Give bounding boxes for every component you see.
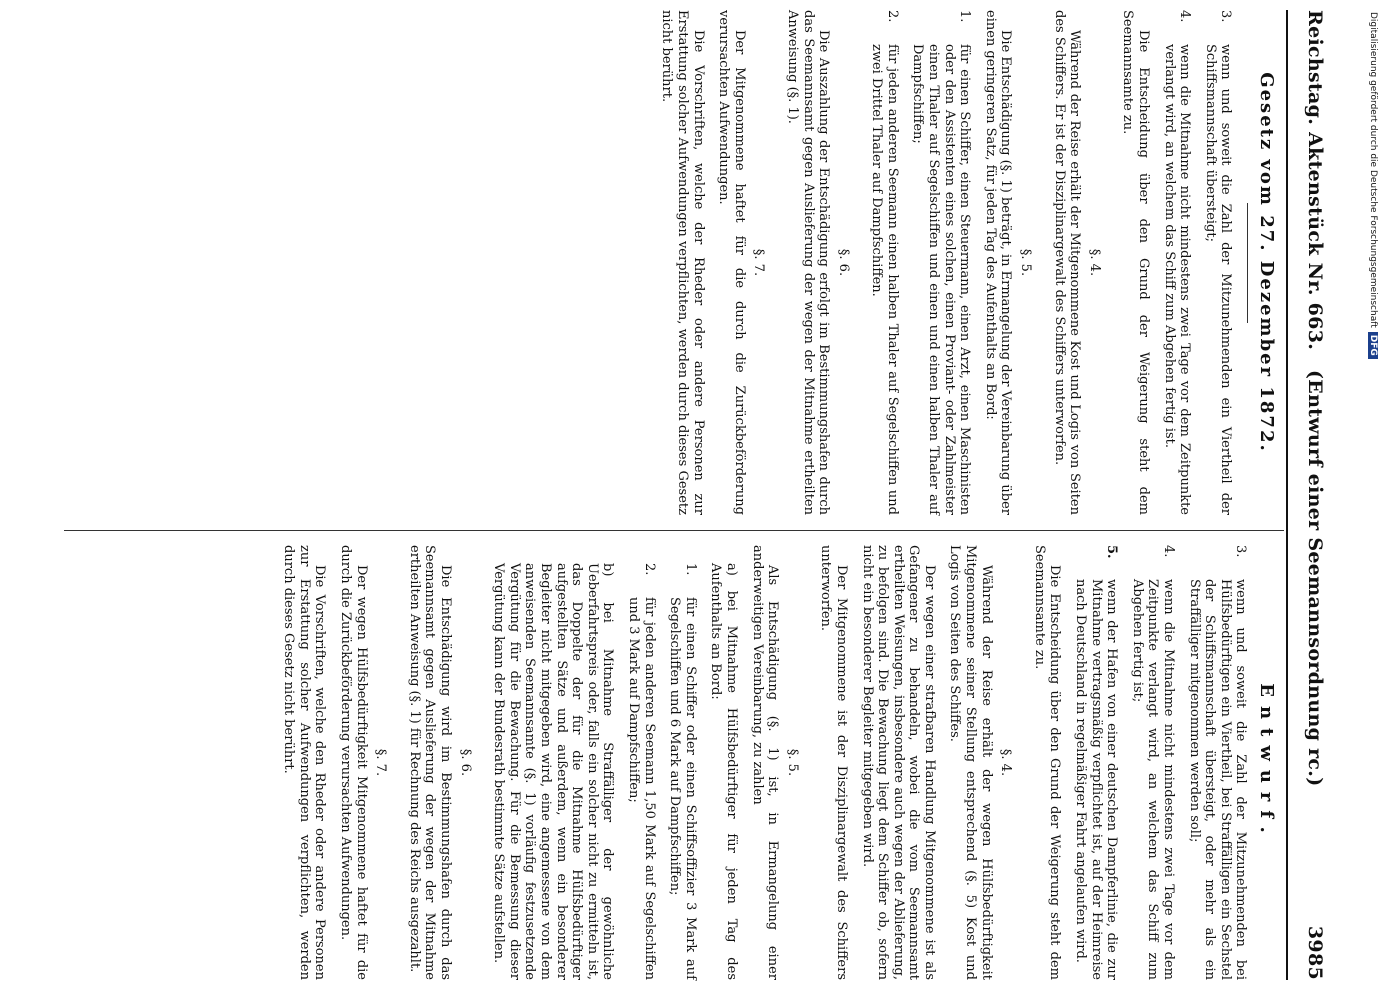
list-item [1129,545,1176,980]
section-heading: §. 6. [457,748,473,777]
dfg-logo: DFG [1368,332,1378,359]
paragraph: Der Mitgenommene ist der Disziplinargewalt des Schiffers unterworfen. [818,545,849,980]
subsection-a: a) bei Mitnahme Hülfsbedürftiger für jeden Tag des Aufenthalts an Bord: [708,563,739,980]
list-item [625,545,656,980]
subsection-b: b) bei Mitnahme Straffälliger der gewöhnliche Ueberfahrtspreis oder, falls ein solcher nicht zu ermitteln ist, das Doppelte der für die Mitnahme Hülfsbedürftiger aufgestellten Sätze und außerdem, wenn ein besonderer Begleiter nicht mitgegeben wird, eine angemessene von dem anweisenden Seemannsamte (§. 1) vorläufig festzusetzende Vergütung für die Bewachung. Für die Bemessung dieser Vergütung kann der Bundesrath bestimmte Sätze aufstellen. [491,563,616,980]
list-item [1186,545,1248,980]
paragraph: Als Entschädigung (§. 1) ist, in Ermangelung einer anderweitigen Vereinbarung, zu zahlen [749,545,781,980]
item-text: wenn die Mitnahme nicht mindestens zwei Tage vor dem Zeitpunkte verlangt wird, an welchem das Schiff zum Abgehen fertig ist; [1129,579,1177,980]
paragraph: Der wegen einer strafbaren Handlung Mitgenommene ist als Gefangener zu behandeln, wobei die vom Seemannsamt ertheilten Weisungen, insbesondere auch wegen der Ablieferung, zu befolgen sind. Die Bewachung liegt dem Schiffer ob, sofern nicht ein besonderer Begleiter mitgegeben wird. [859,545,937,980]
section-heading: §. 5. [784,748,800,777]
item-number: 1. [682,563,698,576]
section-heading: §. 7. [751,248,767,277]
item-text: für einen Schiffer, einen Steuermann, einen Arzt, einen Maschinisten oder den Assistenten eines solchen, einen Proviant- oder Zahlmeister einen Thaler auf Segelschiffen und einen und einen halben Thaler auf Dampfschiffen; [910,44,973,515]
item-number: 3. [1218,10,1234,23]
header-center: (Entwurf einer Seemannsordnung rc.) [1304,370,1326,787]
paragraph: Die Entscheidung über den Grund der Weigerung steht dem Seemannsamte zu. [1120,10,1152,515]
digitization-credit [1368,12,1378,359]
item-number: 5. [1104,545,1120,559]
title-rule [1247,203,1248,323]
list-item [1161,10,1192,515]
header-left: Reichstag. Aktenstück Nr. 663. [1304,10,1326,351]
item-number: 4. [1161,545,1177,558]
paragraph: Der Mitgenommene haftet für die durch die Zurückbeförderung verursachten Aufwendungen. [716,10,747,515]
left-column-title: Gesetz vom 27. Dezember 1872. [1256,72,1277,453]
item-number: 1. [957,10,973,23]
item-text: wenn und soweit die Zahl der Mitzunehmenden ein Viertheil der Schiffsmannschaft übersteigt; [1202,44,1234,515]
item-text: für jeden anderen Seemann einen halben Thaler auf Segelschiffen und zwei Drittel Thaler auf Dampfschiffen. [869,44,900,515]
header-rule [1286,10,1288,980]
item-number: 2. [884,10,900,23]
item-number: 2. [641,563,657,576]
page-number: 3985 [1304,925,1326,980]
list-item [1202,10,1233,515]
document-page [60,10,1330,980]
item-number: 4. [1177,10,1193,23]
right-column [271,545,1277,980]
right-column-title: Entwurf. [1256,683,1277,842]
list-item [1072,545,1119,980]
credit-text: Digitalisierung gefördert durch die Deutsche Forschungsgemeinschaft [1368,12,1378,328]
item-text: wenn die Mitnahme nicht mindestens zwei Tage vor dem Zeitpunkte verlangt wird, an welchem das Schiff zum Abgehen fertig ist. [1161,44,1193,515]
paragraph: Die Vorschriften, welche der Rheder oder andere Personen zur Erstattung solcher Aufwendungen verpflichten, werden durch dieses Gesetz nicht berührt. [659,10,706,515]
section-heading: §. 5. [1018,248,1034,277]
paragraph: Während der Reise erhält der wegen Hülfsbedürftigkeit Mitgenommene seiner Stellung entsprechend (§. 5) Kost und Logis von Seiten des Schiffes. [947,545,994,980]
paragraph: Der wegen Hülfsbedürftigkeit Mitgenommene haftet für die durch die Zurückbeförderung verursachten Aufwendungen. [338,545,369,980]
paragraph: Die Entschädigung (§. 1) beträgt, in Ermangelung der Vereinbarung über einen geringeren Satz, für jeden Tag des Aufenthalts an Bord: [982,10,1014,515]
left-column [649,10,1277,515]
page-header [1294,10,1330,980]
column-divider [64,530,1284,531]
list-item [869,10,900,515]
section-heading: §. 6. [835,248,851,277]
section-heading: §. 4. [998,748,1014,777]
paragraph: Die Entschädigung wird im Bestimmungshafen durch das Seemannsamt gegen Auslieferung der wegen der Mitnahme ertheilten Anweisung (§. 1) für Rechnung des Reichs ausgezahlt. [406,545,454,980]
item-text: wenn und soweit die Zahl der Mitzunehmenden bei Hülfsbedürftigen ein Viertheil, bei Straffälligen ein Sechstel der Schiffsmannschaft übersteigt, oder mehr als ein Straffälliger mitgenommen werden soll; [1186,579,1249,980]
list-item [667,545,698,980]
paragraph: Die Entscheidung über den Grund der Weigerung steht dem Seemannsamte zu. [1031,545,1063,980]
item-text: wenn der Hafen von einer deutschen Dampferlinie, die zur Mitnahme vertragsmäßig verpflichtet ist, auf der Heimreise nach Deutschland in regelmäßiger Fahrt angelaufen wird. [1073,579,1120,980]
item-text: für einen Schiffer oder einen Schiffsoffizier 3 Mark auf Segelschiffen und 6 Mark auf Dampfschiffen; [667,597,698,980]
paragraph: Die Vorschriften, welche den Rheder oder andere Personen zur Erstattung solcher Aufwendungen verpflichten, werden durch dieses Gesetz nicht berührt. [281,545,328,980]
paragraph: Die Auszahlung der Entschädigung erfolgt im Bestimmungshafen durch das Seemannsamt gegen Auslieferung der wegen der Mitnahme ertheilten Anweisung (§. 1). [784,10,832,515]
paragraph: Während der Reise erhält der Mitgenommene Kost und Logis von Seiten des Schiffers. Er ist der Disziplinargewalt des Schiffers unterworfen. [1051,10,1083,515]
item-number: 3. [1233,545,1249,558]
list-item [910,10,972,515]
section-heading: §. 7. [373,748,389,777]
section-heading: §. 4. [1086,248,1102,277]
item-text: für jeden anderen Seemann 1,50 Mark auf Segelschiffen und 3 Mark auf Dampfschiffen; [626,597,657,980]
